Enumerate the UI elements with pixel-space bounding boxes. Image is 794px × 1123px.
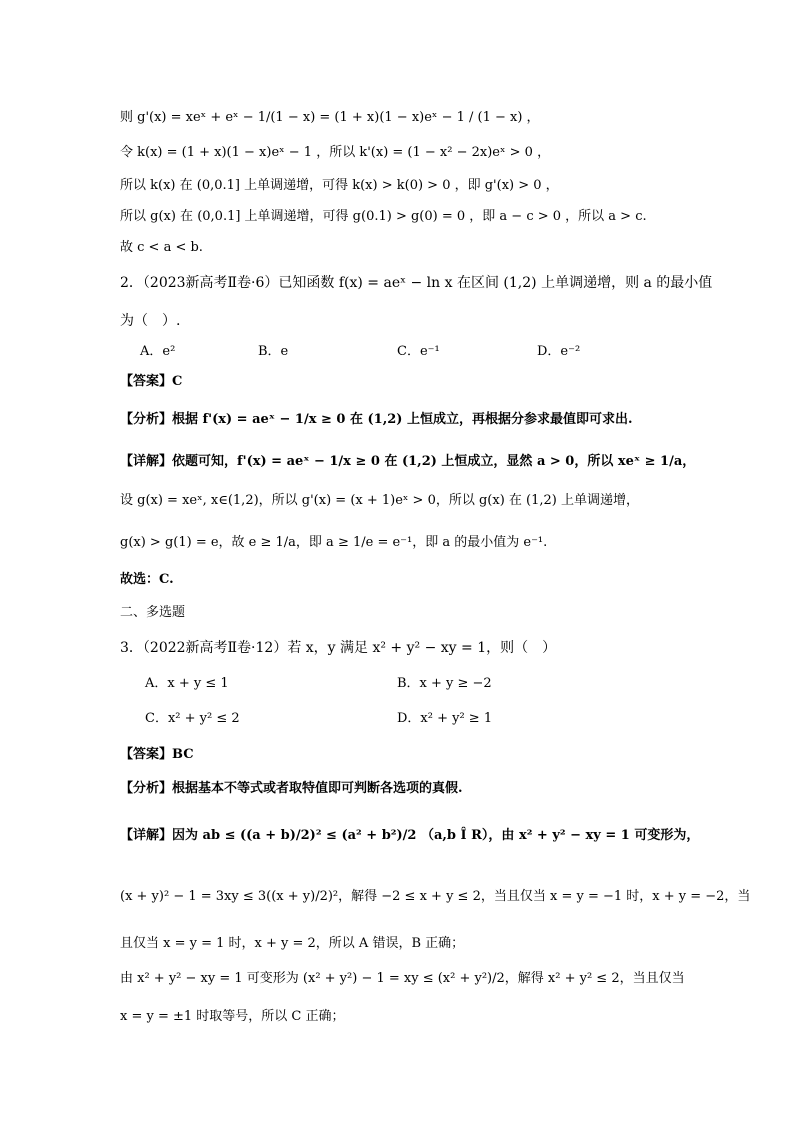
q3-solution-1: 【详解】因为 ab ≤ ((a + b)/2)² ≤ (a² + b²)/2 （a,b Î R），由 x² + y² − xy = 1 可变形为， <box>120 828 700 843</box>
q2-option-c: C．e⁻¹ <box>397 344 440 359</box>
q2-option-d: D．e⁻² <box>537 344 581 359</box>
question-2-stem: 2．（2023新高考Ⅱ卷·6）已知函数 f(x) = aeˣ − ln x 在区间 (1,2) 上单调递增，则 a 的最小值 <box>120 275 713 291</box>
q2-solution-1: 【详解】依题可知，f'(x) = aeˣ − 1/x ≥ 0 在 (1,2) 上恒成立，显然 a > 0，所以 xeˣ ≥ 1/a， <box>120 454 696 469</box>
k-increasing-line: 所以 k(x) 在 (0,0.1] 上单调递增，可得 k(x) > k(0) > 0 ，即 g'(x) > 0 ， <box>120 178 559 193</box>
q3-answer: 【答案】BC <box>120 747 194 762</box>
conclusion-line: 故 c < a < b. <box>120 240 203 255</box>
question-2-stem-cont: 为（ ）. <box>120 313 181 329</box>
q3-solution-2: (x + y)² − 1 = 3xy ≤ 3((x + y)/2)²，解得 −2 ≤ x + y ≤ 2，当且仅当 x = y = −1 时，x + y = −2，当 <box>120 889 751 904</box>
q3-option-b: B．x + y ≥ −2 <box>397 676 492 691</box>
q2-analysis: 【分析】根据 f'(x) = aeˣ − 1/x ≥ 0 在 (1,2) 上恒成立，再根据分参求最值即可求出. <box>120 412 633 427</box>
q3-solution-4: 由 x² + y² − xy = 1 可变形为 (x² + y²) − 1 = xy ≤ (x² + y²)/2，解得 x² + y² ≤ 2，当且仅当 <box>120 971 685 986</box>
q3-option-d: D．x² + y² ≥ 1 <box>397 711 493 726</box>
q2-solution-3: g(x) > g(1) = e，故 e ≥ 1/a，即 a ≥ 1/e = e⁻¹，即 a 的最小值为 e⁻¹. <box>120 535 548 550</box>
section-heading: 二、多选题 <box>120 605 186 620</box>
q3-option-a: A．x + y ≤ 1 <box>145 676 229 691</box>
derivative-g-line: 则 g'(x) = xeˣ + eˣ − 1/(1 − x) = (1 + x)(1 − x)eˣ − 1 / (1 − x) ， <box>120 110 540 125</box>
q3-solution-5: x = y = ±1 时取等号，所以 C 正确； <box>120 1009 345 1024</box>
q2-answer: 【答案】C <box>120 374 183 389</box>
q2-solution-2: 设 g(x) = xeˣ, x∈(1,2)，所以 g'(x) = (x + 1)eˣ > 0，所以 g(x) 在 (1,2) 上单调递增， <box>120 493 639 508</box>
q2-option-a: A．e² <box>140 344 176 359</box>
define-k-line: 令 k(x) = (1 + x)(1 − x)eˣ − 1 ，所以 k'(x) = (1 − x² − 2x)eˣ > 0 ， <box>120 145 551 160</box>
question-3-stem: 3．（2022新高考Ⅱ卷·12）若 x，y 满足 x² + y² − xy = 1，则（ ） <box>120 640 557 656</box>
g-increasing-line: 所以 g(x) 在 (0,0.1] 上单调递增，可得 g(0.1) > g(0) = 0 ，即 a − c > 0 ，所以 a > c. <box>120 209 647 224</box>
q3-solution-3: 且仅当 x = y = 1 时，x + y = 2，所以 A 错误，B 正确； <box>120 936 465 951</box>
q3-analysis: 【分析】根据基本不等式或者取特值即可判断各选项的真假. <box>120 781 463 796</box>
q3-option-c: C．x² + y² ≤ 2 <box>145 711 240 726</box>
q2-choice: 故选：C. <box>120 572 174 587</box>
q2-option-b: B．e <box>258 344 289 359</box>
